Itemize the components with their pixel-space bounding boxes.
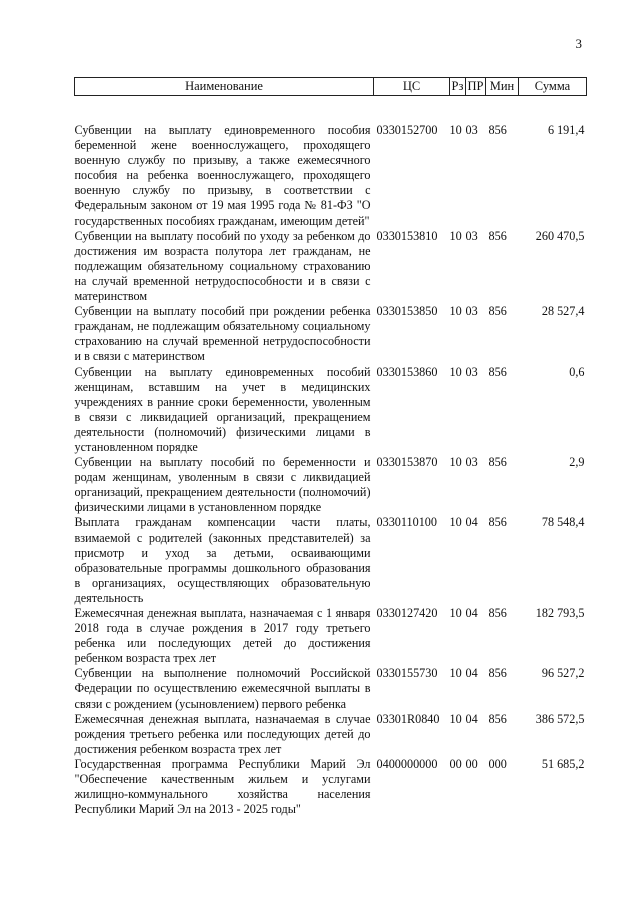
row-rz: 10 — [449, 515, 462, 530]
row-rz: 10 — [449, 228, 462, 243]
table-row — [75, 455, 587, 515]
row-rz: 10 — [449, 606, 462, 620]
table-row — [75, 365, 587, 456]
row-name: Ежемесячная денежная выплата, назначаемая в случае рождения третьего ребенка или последующих детей до достижения ребенком возраста трех лет — [74, 711, 371, 756]
row-sum: 2,9 — [569, 455, 585, 470]
row-name: Субвенции на выплату пособий по уходу за ребенком до достижения им возраста полутора лет гражданам, не подлежащим обязательному социальному страхованию на случай временной нетрудоспособности и в связи с материнством — [74, 228, 371, 304]
header-sum: Сумма — [519, 78, 587, 96]
row-name: Субвенции на выплату единовременных пособий женщинам, вставшим на учет в медицинских учреждениях в ранние сроки беременности, уволенным в связи с ликвидацией организаций, прекращением деятельности (полномочий) физическими лицами в установленном порядке — [74, 364, 371, 454]
row-sum: 28 527,4 — [541, 304, 585, 319]
header-pr: ПР — [466, 78, 486, 96]
row-cs: 0330153810 — [376, 228, 438, 243]
table-header — [75, 78, 587, 96]
row-name: Субвенции на выплату пособий при рождении ребенка гражданам, не подлежащим обязательному социальному страхованию на случай временной нетрудоспособности и в связи с материнством — [74, 304, 371, 364]
row-min: 856 — [488, 515, 507, 530]
row-sum: 260 470,5 — [535, 228, 585, 243]
row-sum: 78 548,4 — [541, 515, 585, 530]
table-row — [75, 757, 587, 817]
row-sum: 0,6 — [569, 364, 585, 379]
row-pr: 03 — [465, 123, 478, 137]
row-rz: 10 — [449, 304, 462, 319]
row-rz: 10 — [449, 364, 462, 379]
row-cs: 0400000000 — [376, 756, 438, 771]
header-rz: Рз — [450, 78, 466, 96]
row-pr: 04 — [465, 711, 478, 726]
row-min: 856 — [488, 364, 507, 379]
budget-table — [74, 77, 587, 817]
row-pr: 04 — [465, 515, 478, 530]
row-pr: 03 — [465, 228, 478, 243]
row-sum: 386 572,5 — [535, 711, 585, 726]
row-min: 856 — [488, 455, 507, 470]
table-row — [75, 96, 587, 229]
table-row — [75, 712, 587, 757]
row-rz: 10 — [449, 711, 462, 726]
row-min: 856 — [488, 228, 507, 243]
row-cs: 0330155730 — [376, 666, 438, 681]
row-cs: 0330153870 — [376, 455, 438, 470]
row-cs: 03301R0840 — [376, 711, 440, 726]
header-min: Мин — [486, 78, 519, 96]
row-min: 856 — [488, 711, 507, 726]
row-cs: 0330153860 — [376, 364, 438, 379]
row-pr: 04 — [465, 666, 478, 681]
row-rz: 10 — [449, 123, 462, 137]
row-min: 856 — [488, 304, 507, 319]
row-sum: 182 793,5 — [535, 606, 585, 620]
row-cs: 0330110100 — [376, 515, 437, 530]
row-min: 856 — [488, 666, 507, 681]
table-row — [75, 304, 587, 364]
table-row — [75, 666, 587, 711]
row-pr: 03 — [465, 364, 478, 379]
row-name: Ежемесячная денежная выплата, назначаемая с 1 января 2018 года в случае рождения в 2017 году третьего ребенка или последующих детей до достижения ребенком возраста трех лет — [74, 606, 371, 666]
row-rz: 00 — [449, 756, 462, 771]
row-pr: 03 — [465, 304, 478, 319]
header-name: Наименование — [75, 78, 374, 96]
row-sum: 6 191,4 — [547, 123, 585, 137]
table-row — [75, 606, 587, 666]
row-pr: 04 — [465, 606, 478, 620]
row-name: Выплата гражданам компенсации части платы, взимаемой с родителей (законных представителей) за присмотр и уход за детьми, осваивающими образовательные программы дошкольного образования в организациях, осуществляющих образовательную деятельность — [74, 515, 371, 605]
row-name: Субвенции на выплату пособий по беременности и родам женщинам, уволенным в связи с ликвидацией организаций, прекращением деятельности (полномочий) физическими лицами в установленном порядке — [74, 455, 371, 515]
row-name: Субвенции на выполнение полномочий Российской Федерации по осуществлению ежемесячной выплаты в связи с рождением (усыновлением) первого ребенка — [74, 666, 371, 711]
table-row — [75, 229, 587, 304]
row-name: Государственная программа Республики Марий Эл "Обеспечение качественным жильем и услугами жилищно-коммунального хозяйства населения Республики Марий Эл на 2013 - 2025 годы" — [74, 756, 371, 817]
header-cs: ЦС — [374, 78, 450, 96]
row-cs: 0330153850 — [376, 304, 438, 319]
row-cs: 0330127420 — [376, 606, 438, 620]
row-min: 856 — [488, 606, 507, 620]
row-sum: 96 527,2 — [541, 666, 585, 681]
row-min: 000 — [488, 756, 507, 771]
row-sum: 51 685,2 — [541, 756, 585, 771]
row-min: 856 — [488, 123, 507, 137]
row-rz: 10 — [449, 455, 462, 470]
table-row — [75, 515, 587, 606]
row-pr: 03 — [465, 455, 478, 470]
row-pr: 00 — [465, 756, 478, 771]
row-cs: 0330152700 — [376, 123, 438, 137]
row-rz: 10 — [449, 666, 462, 681]
row-name: Субвенции на выплату единовременного пособия беременной жене военнослужащего, проходящего военную службу по призыву, а также ежемесячного пособия на ребенка военнослужащего, проходящего военную службу по призыву, в соответствии с Федеральным законом от 19 мая 1995 года № 81-ФЗ "О государственных пособиях гражданам, имеющим детей" — [74, 123, 371, 228]
page-number: 3 — [575, 36, 582, 51]
